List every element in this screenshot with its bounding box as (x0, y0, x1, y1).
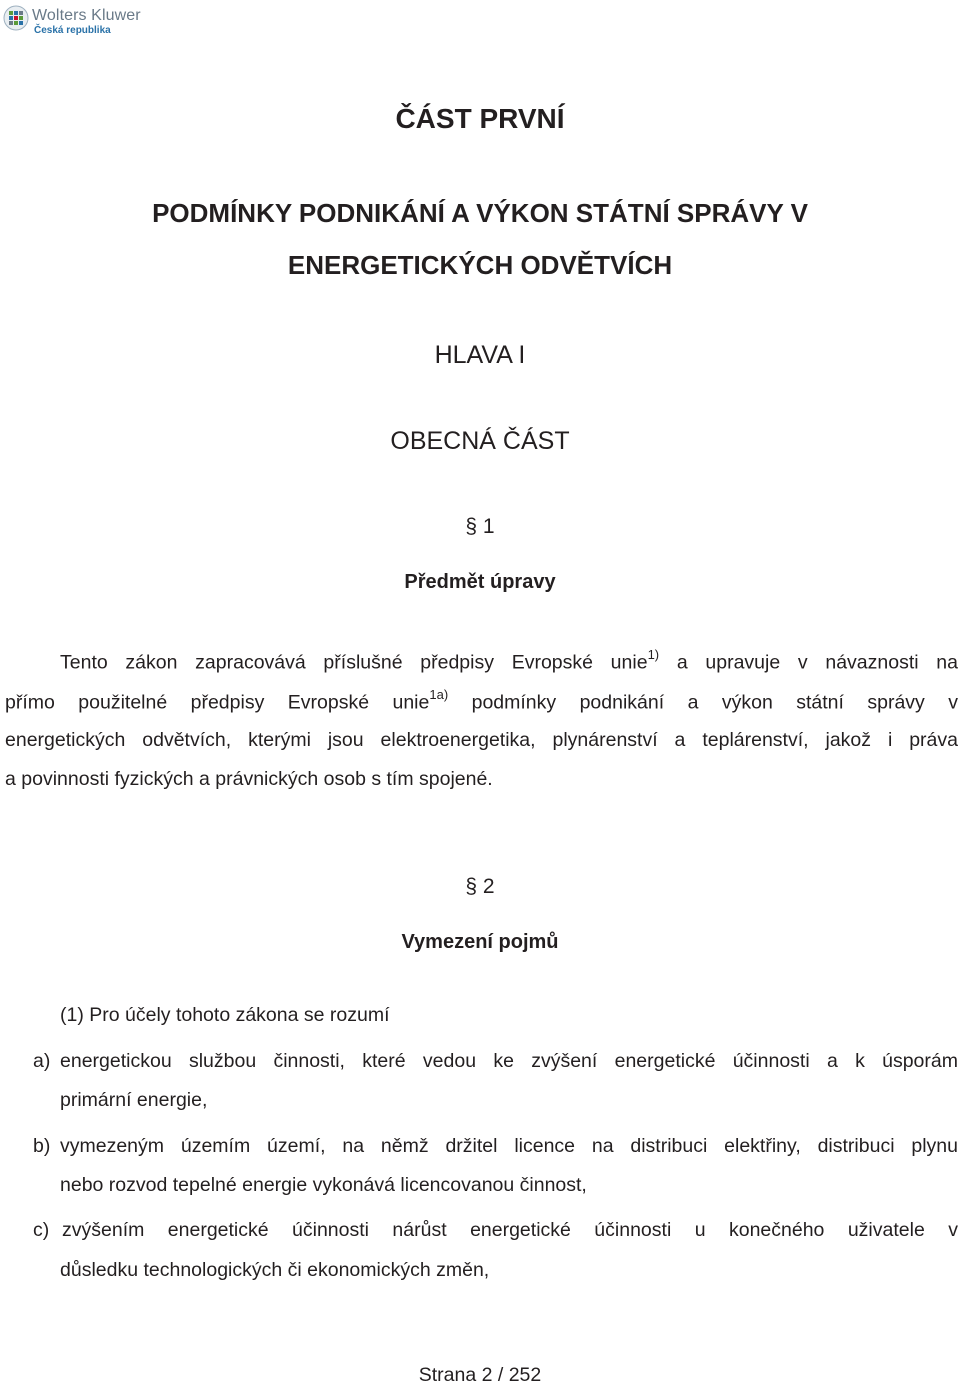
head-title: HLAVA I (434, 341, 526, 369)
brand-name: Wolters Kluwer (32, 7, 141, 24)
item-b-letter: b) (33, 1135, 51, 1157)
head-subtitle: OBECNÁ ČÁST (390, 427, 570, 455)
item-a-letter: a) (33, 1050, 51, 1072)
item-c-line1: zvýšením energetické účinnosti nárůst energetické účinnosti u konečného uživatele v (62, 1219, 958, 1241)
text-run: přímo použitelné předpisy Evropské unie (5, 691, 430, 714)
section1-paragraph-line3: energetických odvětvích, kterými jsou elektroenergetika, plynárenství a teplárenství, jakož i práva (5, 729, 958, 751)
part-subtitle-line1: PODMÍNKY PODNIKÁNÍ A VÝKON STÁTNÍ SPRÁVY V (152, 198, 808, 228)
section-title-1: Předmět úpravy (404, 571, 556, 593)
section1-paragraph-line1 (60, 649, 958, 675)
item-b-line2: nebo rozvod tepelné energie vykonává licencovanou činnost, (60, 1174, 587, 1196)
part-subtitle-line2: ENERGETICKÝCH ODVĚTVÍCH (287, 250, 673, 280)
text-run: a upravuje v návaznosti na (659, 651, 958, 674)
wolters-kluwer-logo-icon (3, 5, 29, 31)
item-a-line2: primární energie, (60, 1089, 208, 1111)
section1-paragraph-line2 (5, 689, 958, 715)
wolters-kluwer-logo (3, 3, 143, 37)
section-title-2: Vymezení pojmů (401, 931, 559, 953)
page-number: Strana 2 / 252 (418, 1364, 542, 1386)
brand-subtitle: Česká republika (34, 25, 111, 36)
part-title: ČÁST PRVNÍ (395, 103, 565, 134)
item-b-line1: vymezeným územím území, na němž držitel licence na distribuci elektřiny, distribuci plynu (60, 1135, 958, 1157)
footnote-ref: 1) (647, 647, 660, 662)
item-c-letter: c) (33, 1219, 50, 1241)
text-run: podmínky podnikání a výkon státní správy v (448, 691, 958, 714)
section2-intro: (1) Pro účely tohoto zákona se rozumí (60, 1004, 390, 1026)
item-a-line1: energetickou službou činnosti, které vedou ke zvýšení energetické účinnosti a k úsporám (60, 1050, 958, 1072)
item-c-line2: důsledku technologických či ekonomických změn, (60, 1259, 490, 1281)
section-mark-2: § 2 (465, 875, 495, 898)
footnote-ref: 1a) (429, 687, 449, 702)
text-run: Tento zákon zapracovává příslušné předpisy Evropské unie (60, 651, 648, 674)
section-mark-1: § 1 (465, 515, 495, 538)
section1-paragraph-line4: a povinnosti fyzických a právnických osob s tím spojené. (5, 768, 493, 790)
